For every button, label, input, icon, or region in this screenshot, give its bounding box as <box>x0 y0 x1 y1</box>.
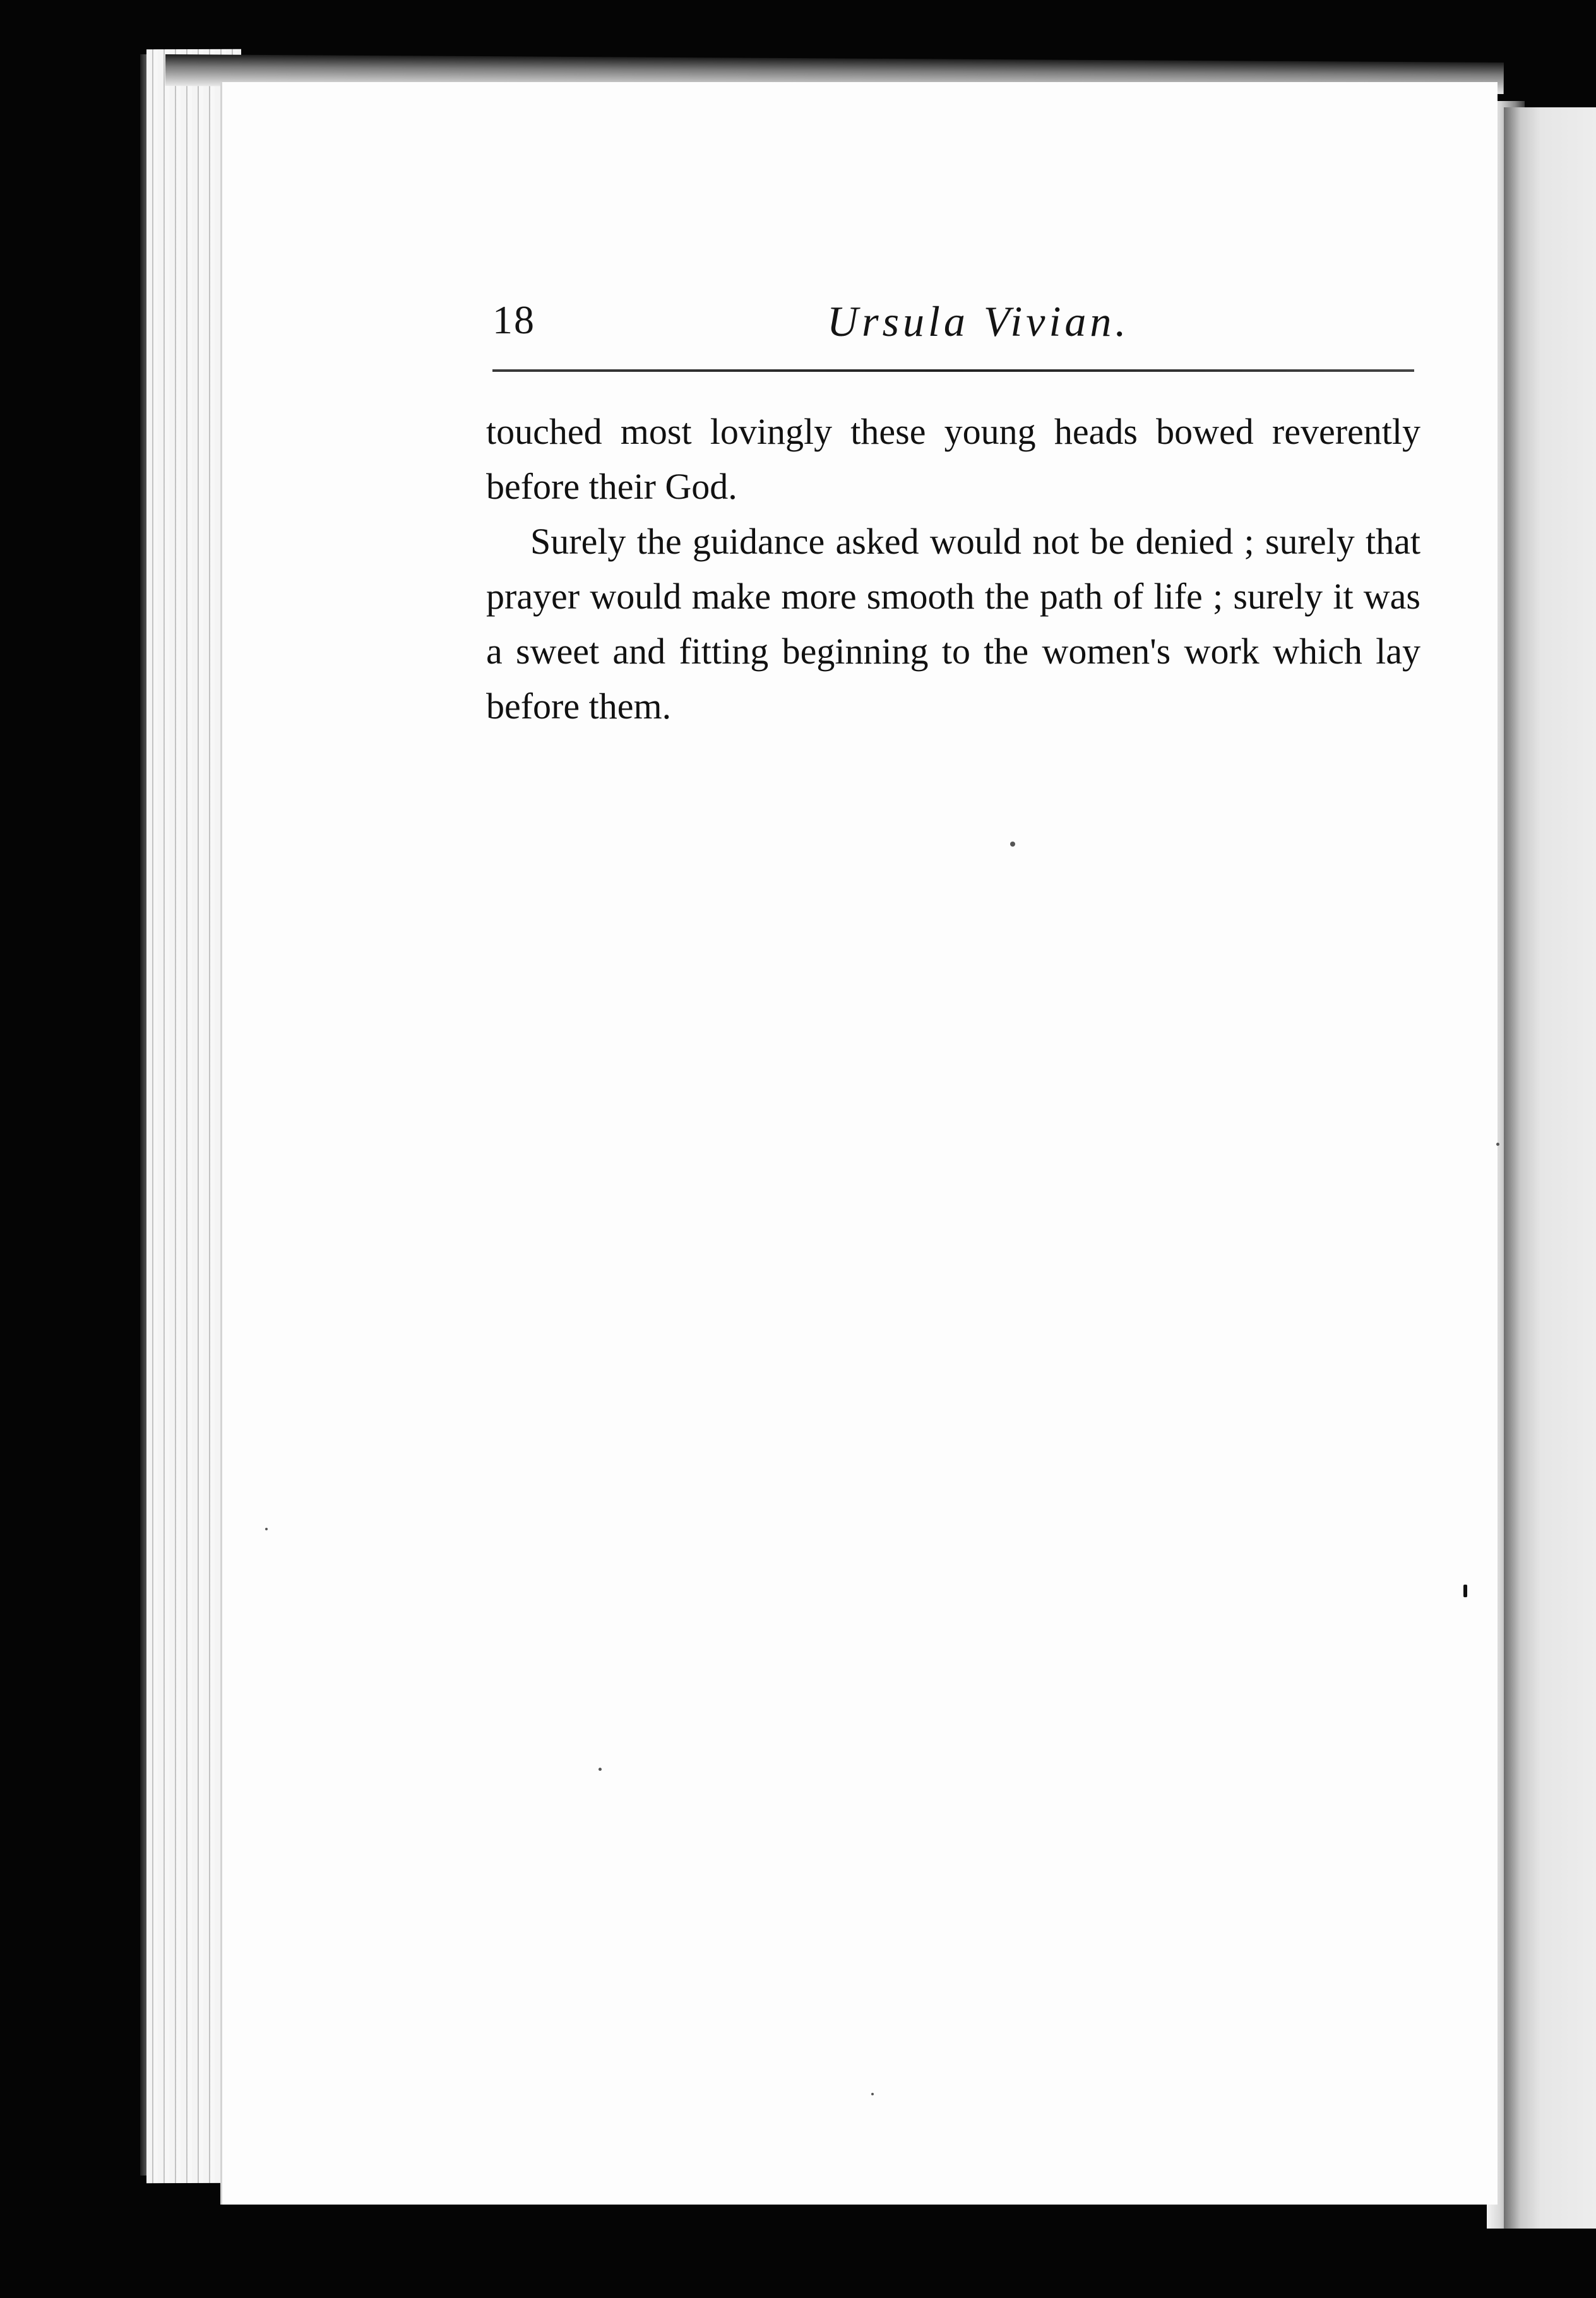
page-number: 18 <box>492 297 535 342</box>
body-text <box>486 404 1420 734</box>
running-head <box>492 297 1414 354</box>
paragraph: Surely the guidance asked would not be denied ; surely that prayer would make more smooth the path of life ; surely it was a sweet and fitting beginning to the women's work which lay before them. <box>486 521 1420 727</box>
running-title: Ursula Vivian. <box>827 297 1130 345</box>
book-page <box>222 82 1498 2205</box>
paragraph: touched most lovingly these young heads bowed reverently before their God. <box>486 411 1420 507</box>
facing-page <box>1504 107 1596 2229</box>
header-rule <box>492 369 1414 372</box>
